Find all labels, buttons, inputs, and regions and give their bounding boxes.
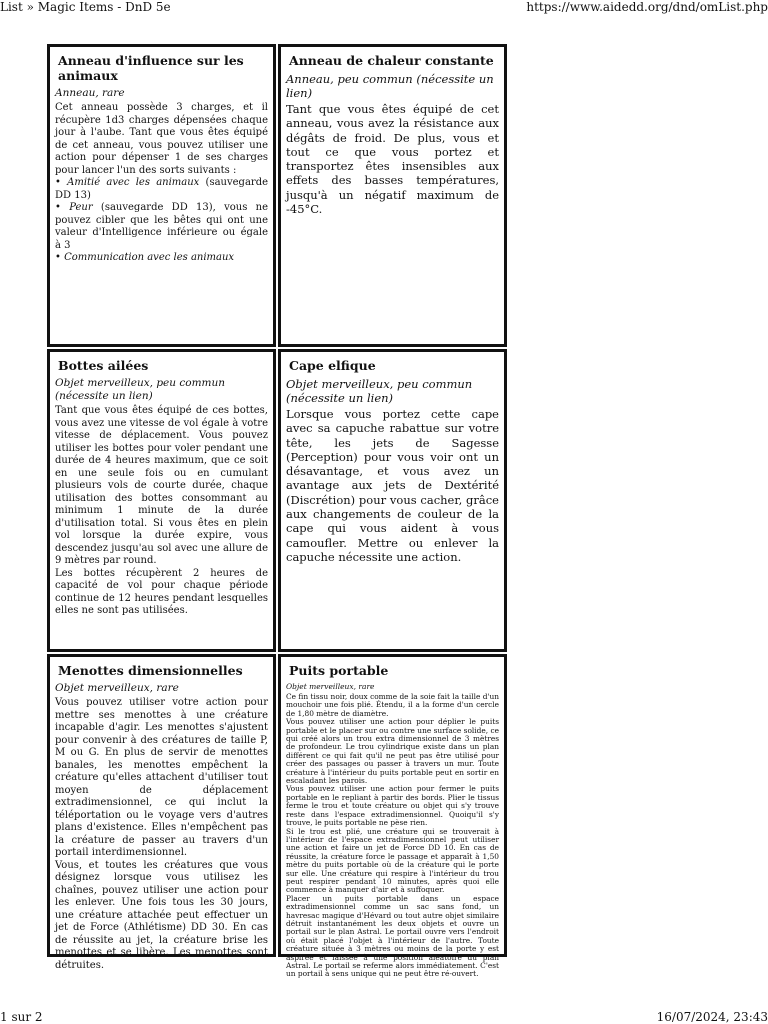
- item-paragraph: Tant que vous êtes équipé de ces bottes, vous avez une vitesse de vol égale à votre vitesse de déplacement. Vous pouvez utiliser les bottes pour voler pendant une durée de 4 heures maximum, que ce soit en une seule fois ou en cumulant plusieurs vols de courte durée, chaque utilisation des bottes consommant au minimum 1 minute de la durée d'utilisation total. Si vous êtes en plein vol lorsque la durée expire, vous descendez jusqu'au sol avec une allure de 9 mètres par round.: [55, 405, 268, 566]
- item-paragraph: Les bottes récupèrent 2 heures de capacité de vol pour chaque période continue de 12 heures pendant lesquelles elles ne sont pas utilisées.: [55, 567, 268, 616]
- item-paragraph: Tant que vous êtes équipé de cet anneau, vous avez la résistance aux dégâts de froid. De plus, vous et tout ce que vous portez et transportez êtes insensibles aux effets des basses températures, jusqu'à un négatif maximum de -45°C.: [286, 102, 499, 217]
- item-paragraph: • Communication avec les animaux: [55, 252, 235, 263]
- item-card: [278, 349, 507, 652]
- item-title: Cape elfique: [289, 358, 376, 373]
- item-card: [278, 654, 507, 979]
- item-card: [47, 44, 276, 347]
- item-description: [55, 697, 268, 972]
- page-header-url: https://www.aidedd.org/dnd/omList.php: [526, 0, 768, 14]
- item-paragraph: • Peur (sauvegarde DD 13), vous ne pouvez cibler que les bêtes qui ont une valeur d'Intelligence inférieure ou égale à 3: [55, 202, 268, 251]
- print-timestamp: 16/07/2024, 23:43: [656, 1010, 768, 1024]
- item-paragraph: Cet anneau possède 3 charges, et il récupère 1d3 charges dépensées chaque jour à l'aube. Tant que vous êtes équipé de cet anneau, vous pouvez utiliser une action pour dépenser 1 de ses charges pour lancer l'un des sorts suivants :: [55, 102, 268, 176]
- item-subtitle: Objet merveilleux, rare: [55, 682, 179, 694]
- item-card-grid: [45, 42, 509, 979]
- item-card: [278, 44, 507, 347]
- item-title: Bottes ailées: [58, 358, 149, 373]
- item-paragraph: Lorsque vous portez cette cape avec sa capuche rabattue sur votre tête, les jets de Sagesse (Perception) pour vous voir ont un désavantage, et vous avez un avantage aux jets de Dextérité (Discrétion) pour vous cacher, grâce aux changements de couleur de la cape qui vous aident à vous camoufler. Mettre ou enlever la capuche nécessite une action.: [286, 407, 499, 564]
- page-header-title: List » Magic Items - DnD 5e: [0, 0, 171, 14]
- item-paragraph: Placer un puits portable dans un espace extradimensionnel comme un sac sans fond, un havresac magique d'Hévard ou tout autre objet similaire détruit instantanément les deux objets et ouvre un portail sur le plan Astral. Le portail ouvre vers l'endroit où était placé l'objet à l'intérieur de l'autre. Toute créature située à 3 mètres ou moins de la porte y est aspirée et laissée à une position aléatoire du plan Astral. Le portail se referme alors immédiatement. C'est un portail à sens unique qui ne peut être ré-ouvert.: [286, 893, 499, 979]
- item-paragraph: Si le trou est plié, une créature qui se trouverait à l'intérieur de l'espace extradimensionnel peut utiliser une action et faire un jet de Force DD 10. En cas de réussite, la créature force le passage et apparaît à 1,50 mètre du puits portable où de la créature qui le porte sur elle. Une créature qui respire à l'intérieur du trou peut respirer pendant 10 minutes, après quoi elle commence à manquer d'air et à suffoquer.: [286, 826, 499, 895]
- item-paragraph: Vous, et toutes les créatures que vous désignez lorsque vous utilisez les chaînes, pouvez utiliser une action pour les enlever. Une fois tous les 30 jours, une créature attachée peut effectuer un jet de Force (Athlétisme) DD 30. En cas de réussite au jet, la créature brise les menottes et se libère. Les menottes sont détruites.: [55, 859, 268, 971]
- item-subtitle: Objet merveilleux, peu commun (nécessite un lien): [286, 377, 473, 405]
- item-title: Puits portable: [289, 663, 389, 678]
- item-title: Anneau d'influence sur les animaux: [58, 53, 244, 83]
- item-card: [47, 654, 276, 971]
- item-description: [286, 407, 499, 564]
- page-number: 1 sur 2: [0, 1010, 43, 1024]
- item-subtitle: Anneau, peu commun (nécessite un lien): [286, 72, 494, 100]
- item-title: Anneau de chaleur constante: [289, 53, 494, 68]
- item-paragraph: Vous pouvez utiliser votre action pour mettre ses menottes à une créature incapable d'agir. Les menottes s'ajustent pour convenir à des créatures de taille P, M ou G. En plus de servir de menottes banales, les menottes empêchent la créature qu'elles attachent d'utiliser tout moyen de déplacement extradimensionnel, ce qui inclut la téléportation ou le voyage vers d'autres plans d'existence. Elles n'empêchent pas la créature de passer au travers d'un portail interdimensionnel.: [55, 697, 268, 858]
- item-title: Menottes dimensionnelles: [58, 663, 243, 678]
- item-card: [47, 349, 276, 652]
- item-paragraph: Ce fin tissu noir, doux comme de la soie fait la taille d'un mouchoir une fois plié. Étendu, il a la forme d'un cercle de 1,80 mètre de diamètre.: [286, 692, 499, 718]
- item-paragraph: Vous pouvez utiliser une action pour déplier le puits portable et le placer sur ou contre une surface solide, ce qui créé alors un trou extra dimensionnel de 3 mètres de profondeur. Le trou cylindrique existe dans un plan différent ce qui fait qu'il ne peut pas être utilisé pour créer des passages ou passer à travers un mur. Toute créature à l'intérieur du puits portable peut en sortir en escaladant les parois.: [286, 717, 499, 786]
- item-subtitle: Objet merveilleux, rare: [286, 682, 375, 691]
- item-paragraph: Vous pouvez utiliser une action pour fermer le puits portable en le repliant à partir des bords. Plier le tissus ferme le trou et toute créature ou objet qui s'y trouve reste dans l'espace extradimensionnel. Quoiqu'il s'y trouve, le puits portable ne pèse rien.: [286, 784, 499, 828]
- item-paragraph: • Amitié avec les animaux (sauvegarde DD 13): [55, 177, 269, 201]
- item-description: [55, 102, 268, 265]
- item-subtitle: Objet merveilleux, peu commun (nécessite un lien): [55, 377, 226, 402]
- item-subtitle: Anneau, rare: [55, 87, 125, 99]
- item-description: [286, 693, 499, 979]
- item-description: [55, 405, 268, 618]
- item-description: [286, 102, 499, 216]
